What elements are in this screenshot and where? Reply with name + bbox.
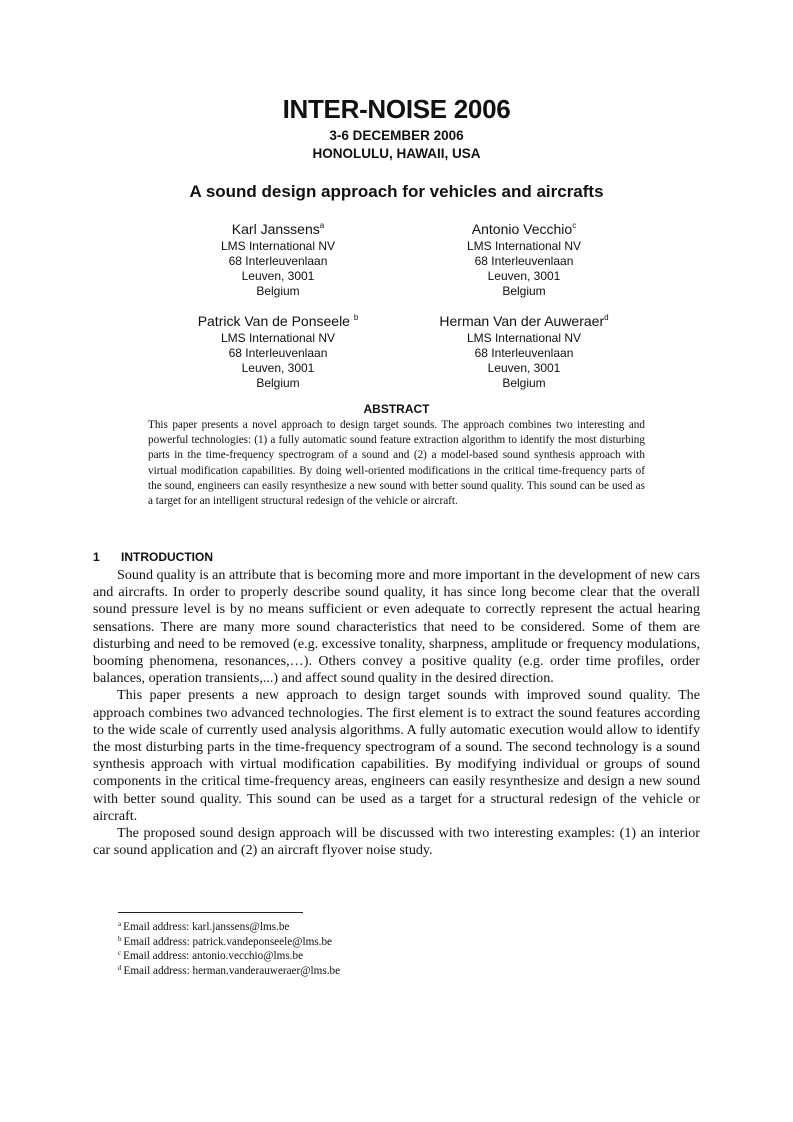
- footnotes: [118, 920, 340, 978]
- author-city: Leuven, 3001: [487, 361, 561, 375]
- body-paragraph: Sound quality is an attribute that is becoming more and more important in the development of new cars and aircrafts. In order to properly describe sound quality, it has since long become clear that the overall sound pressure level is by no means sufficient or even adequate to correctly represent the actual hearing sensations. There are many more sound characteristics that need to be considered. Some of them are disturbing and need to be removed (e.g. excessive tonality, sharpness, amplitude or frequency modulations, booming phenomena, resonances,…). Others convey a positive quality (e.g. order time profiles, order balances, operation transients,...) and affect sound quality in the desired direction.: [93, 567, 700, 687]
- section-heading: [93, 550, 213, 564]
- footnote: $^c$ Email address: antonio.vecchio@lms.be: [118, 949, 304, 962]
- author-country: Belgium: [256, 376, 300, 390]
- author-organization: LMS International NV: [466, 331, 582, 345]
- conference-location: HONOLULU, HAWAII, USA: [312, 146, 481, 161]
- footnote: $^b$ Email address: patrick.vandeponseele@lms.be: [118, 934, 333, 948]
- author-street: 68 Interleuvenlaan: [228, 346, 328, 360]
- paper-title: A sound design approach for vehicles and aircrafts: [189, 182, 604, 201]
- author-block: [148, 221, 408, 299]
- author-country: Belgium: [502, 284, 546, 298]
- author-street: 68 Interleuvenlaan: [474, 254, 574, 268]
- footnote: $^a$ Email address: karl.janssens@lms.be: [118, 920, 290, 933]
- abstract-heading: ABSTRACT: [363, 402, 430, 416]
- author-name: Patrick Van de Ponseele $^b$: [197, 313, 359, 329]
- author-block: [394, 313, 654, 391]
- section-body: [93, 567, 700, 859]
- section-title: INTRODUCTION: [121, 550, 213, 564]
- conference-dates: 3-6 DECEMBER 2006: [329, 128, 464, 143]
- author-country: Belgium: [256, 284, 300, 298]
- section-number: 1: [93, 550, 100, 564]
- author-city: Leuven, 3001: [487, 269, 561, 283]
- author-block: [148, 313, 408, 391]
- abstract-text: This paper presents a novel approach to design target sounds. The approach combines two interesting and powerful technologies: (1) a fully automatic sound feature extraction algorithm to identify the most disturbing parts in the time-frequency spectrogram of a sound and (2) a model-based sound synthesis approach with virtual modification capabilities. By doing well-oriented modifications in the critical time-frequency parts of the sound, engineers can easily resynthesize a new sound with better sound quality. This sound can be used as a target for an intelligent structural redesign of the vehicle or aircraft.: [148, 419, 645, 508]
- author-organization: LMS International NV: [220, 331, 336, 345]
- footnote: $^d$ Email address: herman.vanderauweraer@lms.be: [118, 963, 341, 977]
- author-organization: LMS International NV: [466, 239, 582, 253]
- author-name: Karl Janssens$^a$: [231, 221, 325, 237]
- author-name: Antonio Vecchio$^c$: [471, 221, 577, 237]
- author-street: 68 Interleuvenlaan: [228, 254, 328, 268]
- author-block: [394, 221, 654, 299]
- footnote-divider: [118, 912, 303, 913]
- conference-title: INTER-NOISE 2006: [282, 94, 511, 124]
- author-country: Belgium: [502, 376, 546, 390]
- body-paragraph: The proposed sound design approach will be discussed with two interesting examples: (1) an interior car sound application and (2) an aircraft flyover noise study.: [93, 825, 700, 859]
- author-organization: LMS International NV: [220, 239, 336, 253]
- author-city: Leuven, 3001: [241, 269, 315, 283]
- author-city: Leuven, 3001: [241, 361, 315, 375]
- body-paragraph: This paper presents a new approach to design target sounds with improved sound quality. The approach combines two advanced technologies. The first element is to extract the sound features according to the wide scale of currently used analysis algorithms. A fully automatic execution would allow to identify the most disturbing parts in the time-frequency spectrogram of a sound. The second technology is a sound synthesis approach with virtual modification capabilities. By modifying individual or groups of sound components in the critical time-frequency areas, engineers can easily resynthesize and design a new sound with better sound quality. This sound can be used as a target for a structural redesign of the vehicle or aircraft.: [93, 687, 700, 824]
- author-street: 68 Interleuvenlaan: [474, 346, 574, 360]
- author-name: Herman Van der Auweraer$^d$: [439, 313, 609, 329]
